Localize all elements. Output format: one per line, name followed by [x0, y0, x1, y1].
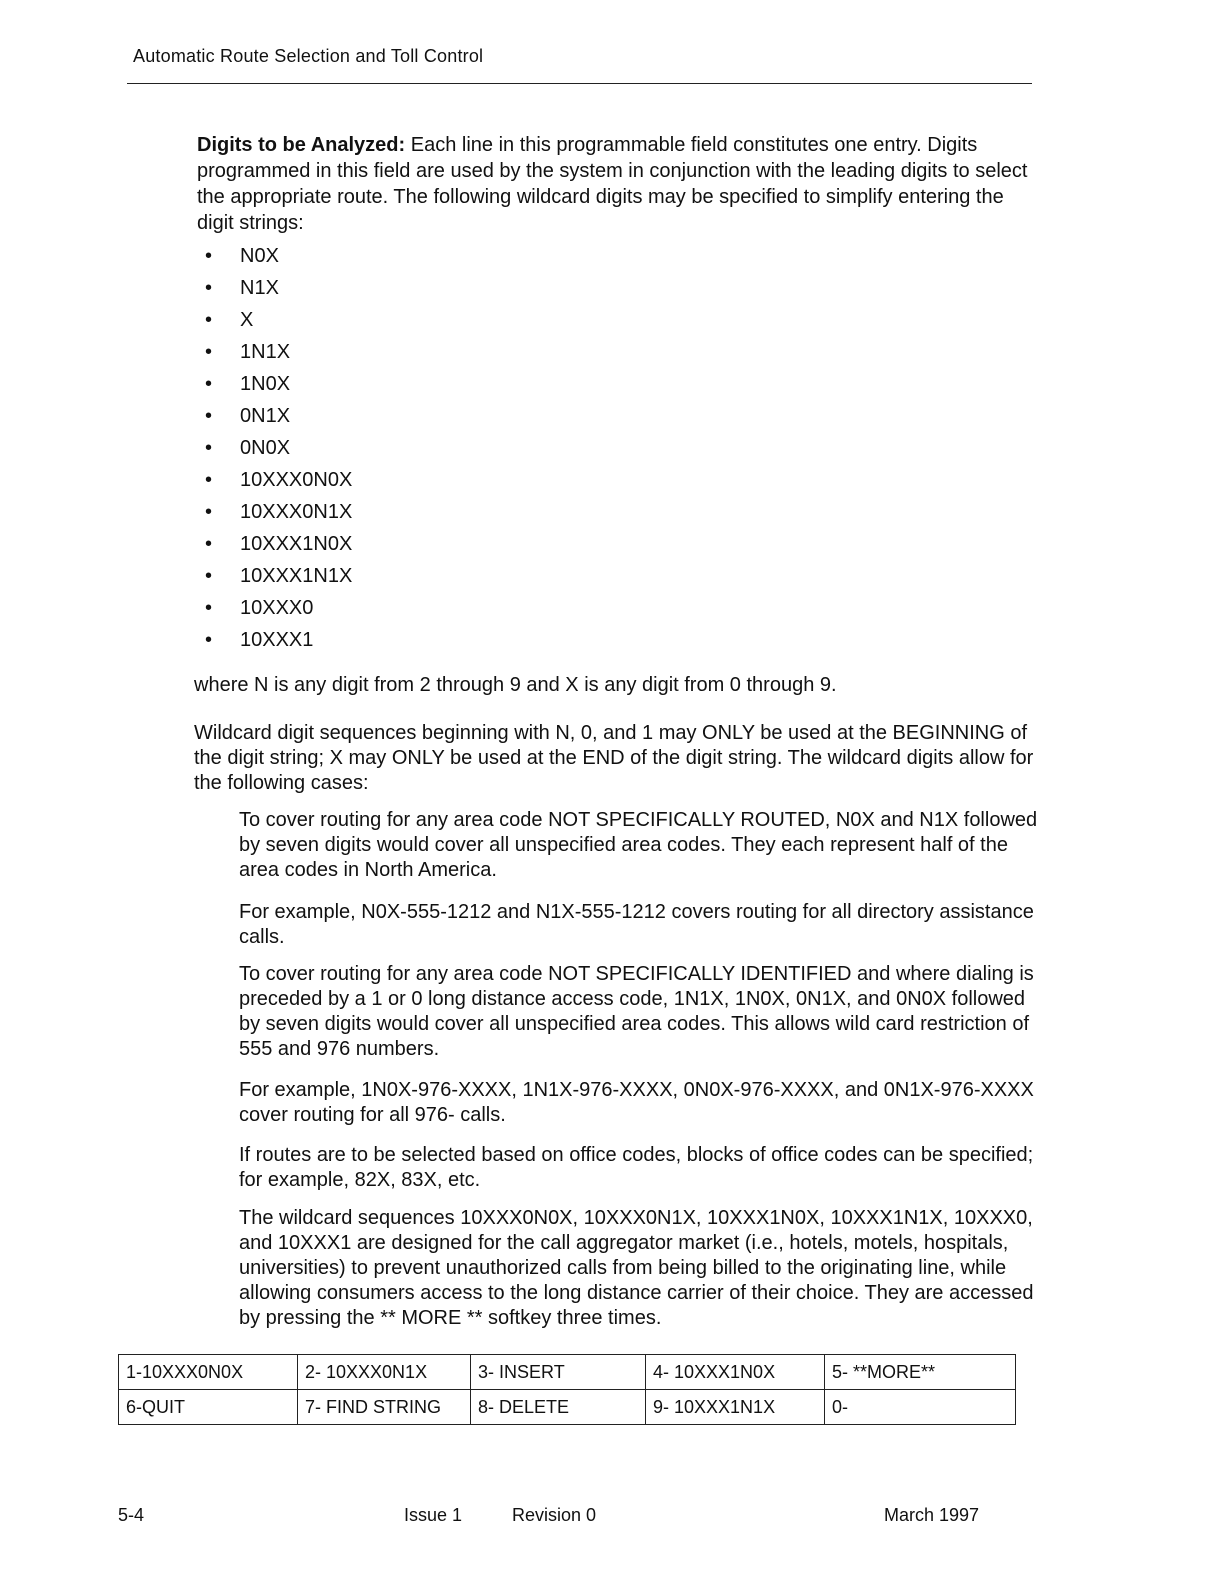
page-number: 5-4	[118, 1505, 145, 1525]
header-rule	[127, 83, 1032, 84]
bullet-icon: •	[205, 597, 213, 619]
list-item: • 10XXX1	[205, 624, 352, 656]
softkey-cell: 7- FIND STRING	[298, 1390, 471, 1425]
intro-paragraph	[197, 132, 1037, 236]
wildcard-list	[205, 240, 352, 656]
bullet-icon: •	[205, 405, 213, 427]
case-paragraph: To cover routing for any area code NOT SPECIFICALLY IDENTIFIED and where dialing is preceded by a 1 or 0 long distance access code, 1N1X, 1N0X, 0N1X, and 0N0X followed by seven digits would cover all unspecified area codes. This allows wild card restriction of 555 and 976 numbers.	[239, 963, 1034, 1060]
softkey-cell: 4- 10XXX1N0X	[646, 1355, 825, 1390]
list-item: • 10XXX1N1X	[205, 560, 352, 592]
case-paragraph: If routes are to be selected based on office codes, blocks of office codes can be specified; for example, 82X, 83X, etc.	[239, 1144, 1034, 1191]
table-row	[119, 1390, 1016, 1425]
softkey-cell: 9- 10XXX1N1X	[646, 1390, 825, 1425]
bullet-icon: •	[205, 437, 213, 459]
bullet-icon: •	[205, 341, 213, 363]
case-paragraph: For example, 1N0X-976-XXXX, 1N1X-976-XXXX, 0N0X-976-XXXX, and 0N1X-976-XXXX cover routing for all 976- calls.	[239, 1079, 1034, 1126]
bullet-icon: •	[205, 565, 213, 587]
case-paragraph: To cover routing for any area code NOT SPECIFICALLY ROUTED, N0X and N1X followed by seven digits would cover all unspecified area codes. They each represent half of the area codes in North America.	[239, 809, 1038, 881]
list-item: • 0N0X	[205, 432, 352, 464]
bullet-icon: •	[205, 373, 213, 395]
softkey-cell: 2- 10XXX0N1X	[298, 1355, 471, 1390]
softkey-cell: 0-	[825, 1390, 1016, 1425]
intro-term: Digits to be Analyzed:	[197, 134, 406, 156]
list-item: • 10XXX1N0X	[205, 528, 352, 560]
bullet-icon: •	[205, 533, 213, 555]
usage-paragraph: Wildcard digit sequences beginning with N, 0, and 1 may ONLY be used at the BEGINNING of the digit string; X may ONLY be used at the END of the digit string. The wildcard digits allow for the following cases:	[194, 722, 1034, 794]
bullet-icon: •	[205, 629, 213, 651]
case-paragraph: For example, N0X-555-1212 and N1X-555-1212 covers routing for all directory assistance calls.	[239, 901, 1034, 948]
softkey-cell: 6-QUIT	[119, 1390, 298, 1425]
list-item: • 10XXX0N1X	[205, 496, 352, 528]
bullet-icon: •	[205, 501, 213, 523]
issue-label: Issue 1	[404, 1505, 463, 1525]
softkey-table	[118, 1354, 1016, 1425]
list-item: • 10XXX0N0X	[205, 464, 352, 496]
intro-text: Each line in this programmable field constitutes one entry. Digits programmed in this field are used by the system in conjunction with the leading digits to select the appropriate route. The following wildcard digits may be specified to simplify entering the digit strings:	[197, 134, 1028, 234]
list-item: • X	[205, 304, 352, 336]
list-item: • 0N1X	[205, 400, 352, 432]
softkey-cell: 1-10XXX0N0X	[119, 1355, 298, 1390]
softkey-cell: 3- INSERT	[471, 1355, 646, 1390]
bullet-icon: •	[205, 245, 213, 267]
bullet-icon: •	[205, 469, 213, 491]
list-item: • N0X	[205, 240, 352, 272]
list-item: • N1X	[205, 272, 352, 304]
bullet-icon: •	[205, 309, 213, 331]
definition-text: where N is any digit from 2 through 9 and X is any digit from 0 through 9.	[194, 674, 837, 696]
softkey-cell: 5- **MORE**	[825, 1355, 1016, 1390]
date-label: March 1997	[884, 1505, 980, 1525]
bullet-icon: •	[205, 277, 213, 299]
running-header: Automatic Route Selection and Toll Control	[133, 46, 484, 66]
case-paragraph: The wildcard sequences 10XXX0N0X, 10XXX0N1X, 10XXX1N0X, 10XXX1N1X, 10XXX0, and 10XXX1 are designed for the call aggregator market (i.e., hotels, motels, hospitals, universities) to prevent unauthorized calls from being billed to the originating line, while allowing consumers access to the long distance carrier of their choice. They are accessed by pressing the ** MORE ** softkey three times.	[239, 1207, 1034, 1329]
softkey-cell: 8- DELETE	[471, 1390, 646, 1425]
list-item: • 10XXX0	[205, 592, 352, 624]
table-row	[119, 1355, 1016, 1390]
revision-label: Revision 0	[512, 1505, 597, 1525]
list-item: • 1N0X	[205, 368, 352, 400]
list-item: • 1N1X	[205, 336, 352, 368]
